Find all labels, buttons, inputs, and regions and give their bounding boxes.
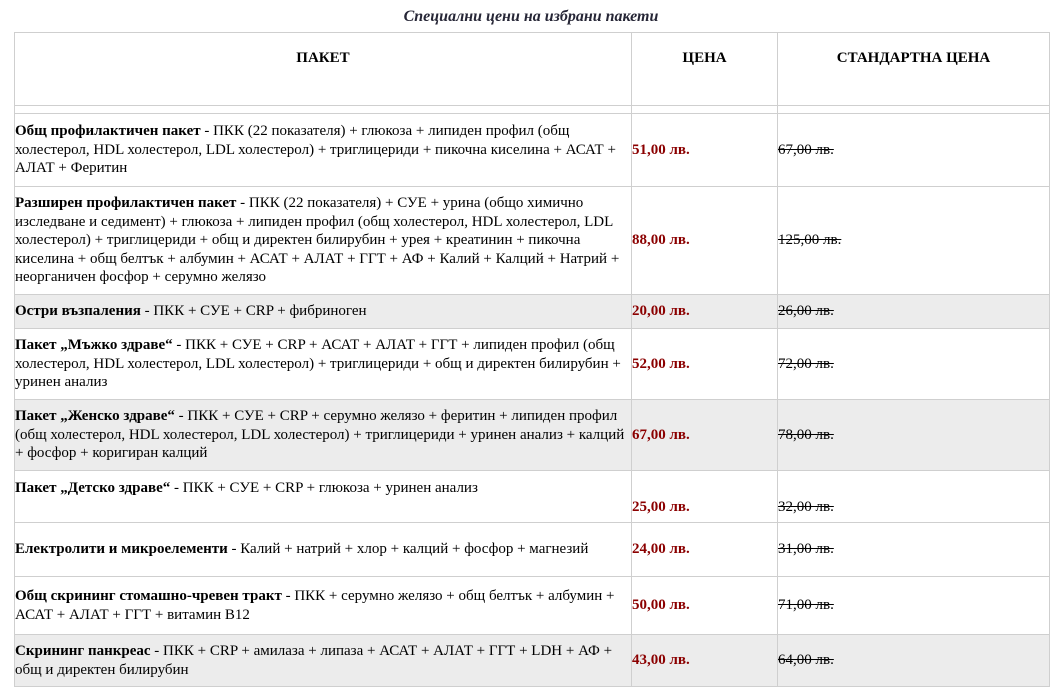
package-name: Остри възпаления	[15, 303, 141, 320]
package-standard-price: 72,00 лв.	[778, 329, 1050, 400]
package-description	[15, 471, 632, 523]
table-row	[15, 577, 1050, 635]
table-row	[15, 187, 1050, 295]
package-details: - ПКК (22 показателя) + СУЕ + урина (общо химично изследване и седимент) + глюкоза + липиден профил (общ холестерол, HDL холестерол, LDL холестерол) + триглицериди + общ и директен билирубин + урея + креатинин + пикочна киселина + общ белтък + албумин + АСАТ + АЛАТ + ГГТ + АФ + Калий + Калций + Натрий + неорганичен фосфор + серумно желязо	[15, 195, 620, 286]
table-row	[15, 635, 1050, 687]
table-row	[15, 329, 1050, 400]
header-standard-price: СТАНДАРТНА ЦЕНА	[778, 33, 1050, 106]
package-details: - Калий + натрий + хлор + калций + фосфор + магнезий	[227, 541, 589, 558]
package-price: 43,00 лв.	[632, 635, 778, 687]
package-standard-price: 125,00 лв.	[778, 187, 1050, 295]
package-description	[15, 400, 632, 471]
package-description	[15, 114, 632, 187]
table-caption: Специални цени на избрани пакети	[403, 8, 659, 25]
header-price: ЦЕНА	[632, 33, 778, 106]
package-name: Разширен профилактичен пакет	[15, 195, 237, 212]
table-row	[15, 471, 1050, 523]
package-standard-price: 78,00 лв.	[778, 400, 1050, 471]
package-name: Общ профилактичен пакет	[15, 123, 201, 140]
table-row	[15, 400, 1050, 471]
package-price: 88,00 лв.	[632, 187, 778, 295]
header-package: ПАКЕТ	[15, 33, 632, 106]
package-description	[15, 577, 632, 635]
package-details: - ПКК + CRP + амилаза + липаза + АСАТ + АЛАТ + ГГТ + LDH + АФ + общ и директен билирубин	[15, 643, 613, 678]
header-row	[15, 33, 1050, 106]
package-price: 52,00 лв.	[632, 329, 778, 400]
table-row	[15, 523, 1050, 577]
package-price: 25,00 лв.	[632, 471, 778, 523]
package-standard-price: 64,00 лв.	[778, 635, 1050, 687]
package-standard-price: 67,00 лв.	[778, 114, 1050, 187]
package-details: - ПКК + СУЕ + CRP + серумно желязо + феритин + липиден профил (общ холестерол, HDL холестерол, LDL холестерол) + триглицериди + уринен анализ + калций + фосфор + коригиран калций	[15, 408, 625, 462]
package-name: Пакет „Женско здраве“	[15, 408, 175, 425]
package-description	[15, 523, 632, 577]
package-standard-price: 31,00 лв.	[778, 523, 1050, 577]
package-description	[15, 635, 632, 687]
package-details: - ПКК + СУЕ + CRP + глюкоза + уринен анализ	[170, 480, 478, 496]
package-details: - ПКК + серумно желязо + общ белтък + албумин + АСАТ + АЛАТ + ГГТ + витамин В12	[15, 588, 615, 623]
package-price: 50,00 лв.	[632, 577, 778, 635]
package-name: Скрининг панкреас	[15, 643, 151, 659]
package-price: 24,00 лв.	[632, 523, 778, 577]
package-details: - ПКК + СУЕ + CRP + фибриноген	[140, 303, 367, 320]
package-standard-price: 71,00 лв.	[778, 577, 1050, 635]
package-price: 20,00 лв.	[632, 295, 778, 329]
package-description	[15, 329, 632, 400]
package-standard-price: 32,00 лв.	[778, 471, 1050, 523]
package-name: Общ скрининг стомашно-чревен тракт	[15, 588, 282, 604]
package-name: Електролити и микроелементи	[15, 541, 228, 558]
package-description	[15, 187, 632, 295]
package-details: - ПКК + СУЕ + CRP + АСАТ + АЛАТ + ГГТ + липиден профил (общ холестерол, HDL холестерол, LDL холестерол) + триглицериди + общ и директен билирубин + уринен анализ	[15, 337, 621, 391]
table-row	[15, 295, 1050, 329]
table-row	[15, 114, 1050, 187]
package-name: Пакет „Детско здраве“	[15, 480, 171, 496]
package-price: 51,00 лв.	[632, 114, 778, 187]
package-standard-price: 26,00 лв.	[778, 295, 1050, 329]
package-description	[15, 295, 632, 329]
package-price: 67,00 лв.	[632, 400, 778, 471]
package-details: - ПКК (22 показателя) + глюкоза + липиден профил (общ холестерол, HDL холестерол, LDL холестерол) + триглицериди + пикочна киселина + АСАТ + АЛАТ + Феритин	[15, 123, 616, 177]
package-name: Пакет „Мъжко здраве“	[15, 337, 173, 354]
spacer-row	[15, 106, 1050, 114]
packages-table	[14, 32, 1050, 687]
